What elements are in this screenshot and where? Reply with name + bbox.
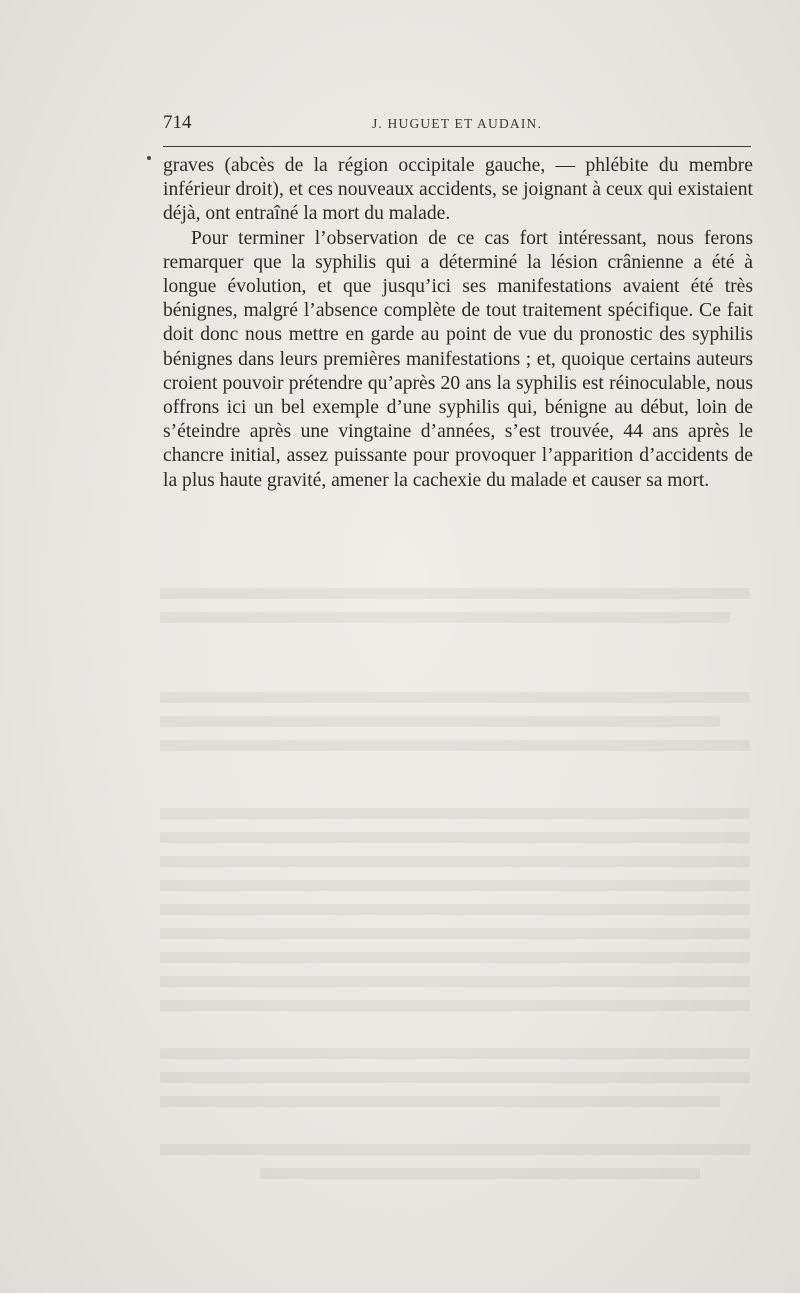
show-through-line <box>160 1072 750 1083</box>
show-through-line <box>160 716 720 727</box>
page-number: 714 <box>163 112 192 133</box>
page-header <box>163 112 751 136</box>
show-through-line <box>160 692 750 703</box>
body-text <box>163 154 753 493</box>
show-through-line <box>160 880 750 891</box>
paragraph-conclusion: Pour terminer l’observation de ce cas fort intéressant, nous ferons remarquer que la syphilis qui a déterminé la lésion crânienne a été à longue évolution, et que jusqu’ici ses manifestations avaient été très bénignes, malgré l’absence complète de tout traitement spécifique. Ce fait doit donc nous mettre en garde au point de vue du pronostic des syphilis bénignes dans leurs premières manifestations ; et, quoique certains auteurs croient pouvoir prétendre qu’après 20 ans la syphilis est réinoculable, nous offrons ici un bel exemple d’une syphilis qui, bénigne au début, loin de s’éteindre après une vingtaine d’années, s’est trouvée, 44 ans après le chancre initial, assez puissante pour provoquer l’apparition d’accidents de la plus haute gravité, amener la cachexie du malade et causer sa mort. <box>163 227 753 491</box>
show-through-line <box>160 588 750 599</box>
show-through-line <box>160 808 750 819</box>
paragraph-continued: graves (abcès de la région occipitale gauche, — phlébite du membre inférieur droit), et ces nouveaux accidents, se joignant à ceux qui existaient déjà, ont entraîné la mort du malade. <box>163 155 753 225</box>
show-through-line <box>160 1000 750 1011</box>
show-through-line <box>160 928 750 939</box>
header-rule <box>163 146 751 147</box>
show-through-line <box>160 904 750 915</box>
show-through-line <box>160 952 750 963</box>
show-through-line <box>160 612 730 623</box>
show-through-line <box>160 1048 750 1059</box>
show-through-line <box>160 976 750 987</box>
show-through-line <box>260 1168 700 1179</box>
show-through-line <box>160 856 750 867</box>
show-through-line <box>160 1096 720 1107</box>
show-through-line <box>160 740 750 751</box>
margin-mark <box>147 156 151 160</box>
show-through-line <box>160 1144 750 1155</box>
running-title: J. HUGUET ET AUDAIN. <box>371 116 543 131</box>
show-through-line <box>160 832 750 843</box>
